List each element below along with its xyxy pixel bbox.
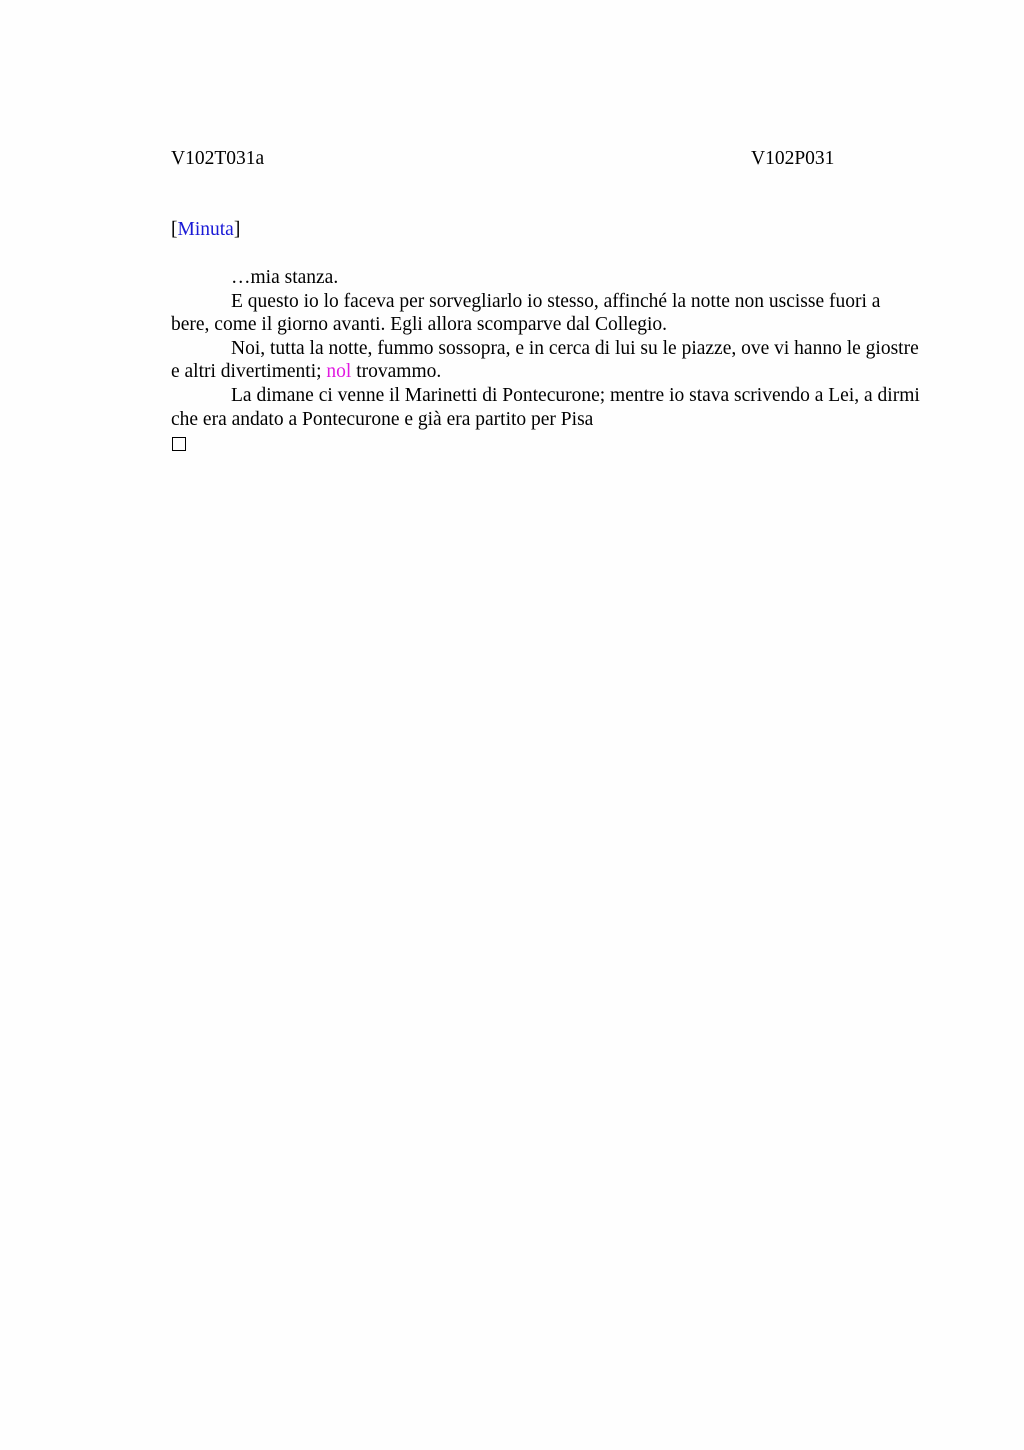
empty-square-icon: [172, 437, 186, 451]
label-open-bracket: [: [171, 219, 178, 240]
highlighted-word: nol: [326, 361, 352, 383]
page-code: V102P031: [751, 148, 835, 169]
paragraph-3-text-after: trovammo.: [351, 361, 442, 383]
paragraph-3-text-before: Noi, tutta la notte, fummo sossopra, e in cerca di lui su le piazze, ove vi hanno le giostre e altri divertimenti;: [171, 337, 919, 383]
paragraph-1: …mia stanza.: [231, 267, 339, 288]
label-word: Minuta: [177, 219, 234, 240]
paragraph-4: La dimane ci venne il Marinetti di Pontecurone; mentre io stava scrivendo a Lei, a dirmi che era andato a Pontecurone e già era partito per Pisa: [171, 384, 920, 430]
paragraph-2: E questo io lo faceva per sorvegliarlo io stesso, affinché la notte non uscisse fuori a bere, come il giorno avanti. Egli allora scomparve dal Collegio.: [171, 290, 881, 336]
paragraph-3: [171, 337, 923, 384]
section-label: [171, 218, 240, 242]
document-code: V102T031a: [171, 148, 265, 169]
letter-body: [171, 266, 923, 451]
label-close-bracket: ]: [233, 219, 241, 240]
